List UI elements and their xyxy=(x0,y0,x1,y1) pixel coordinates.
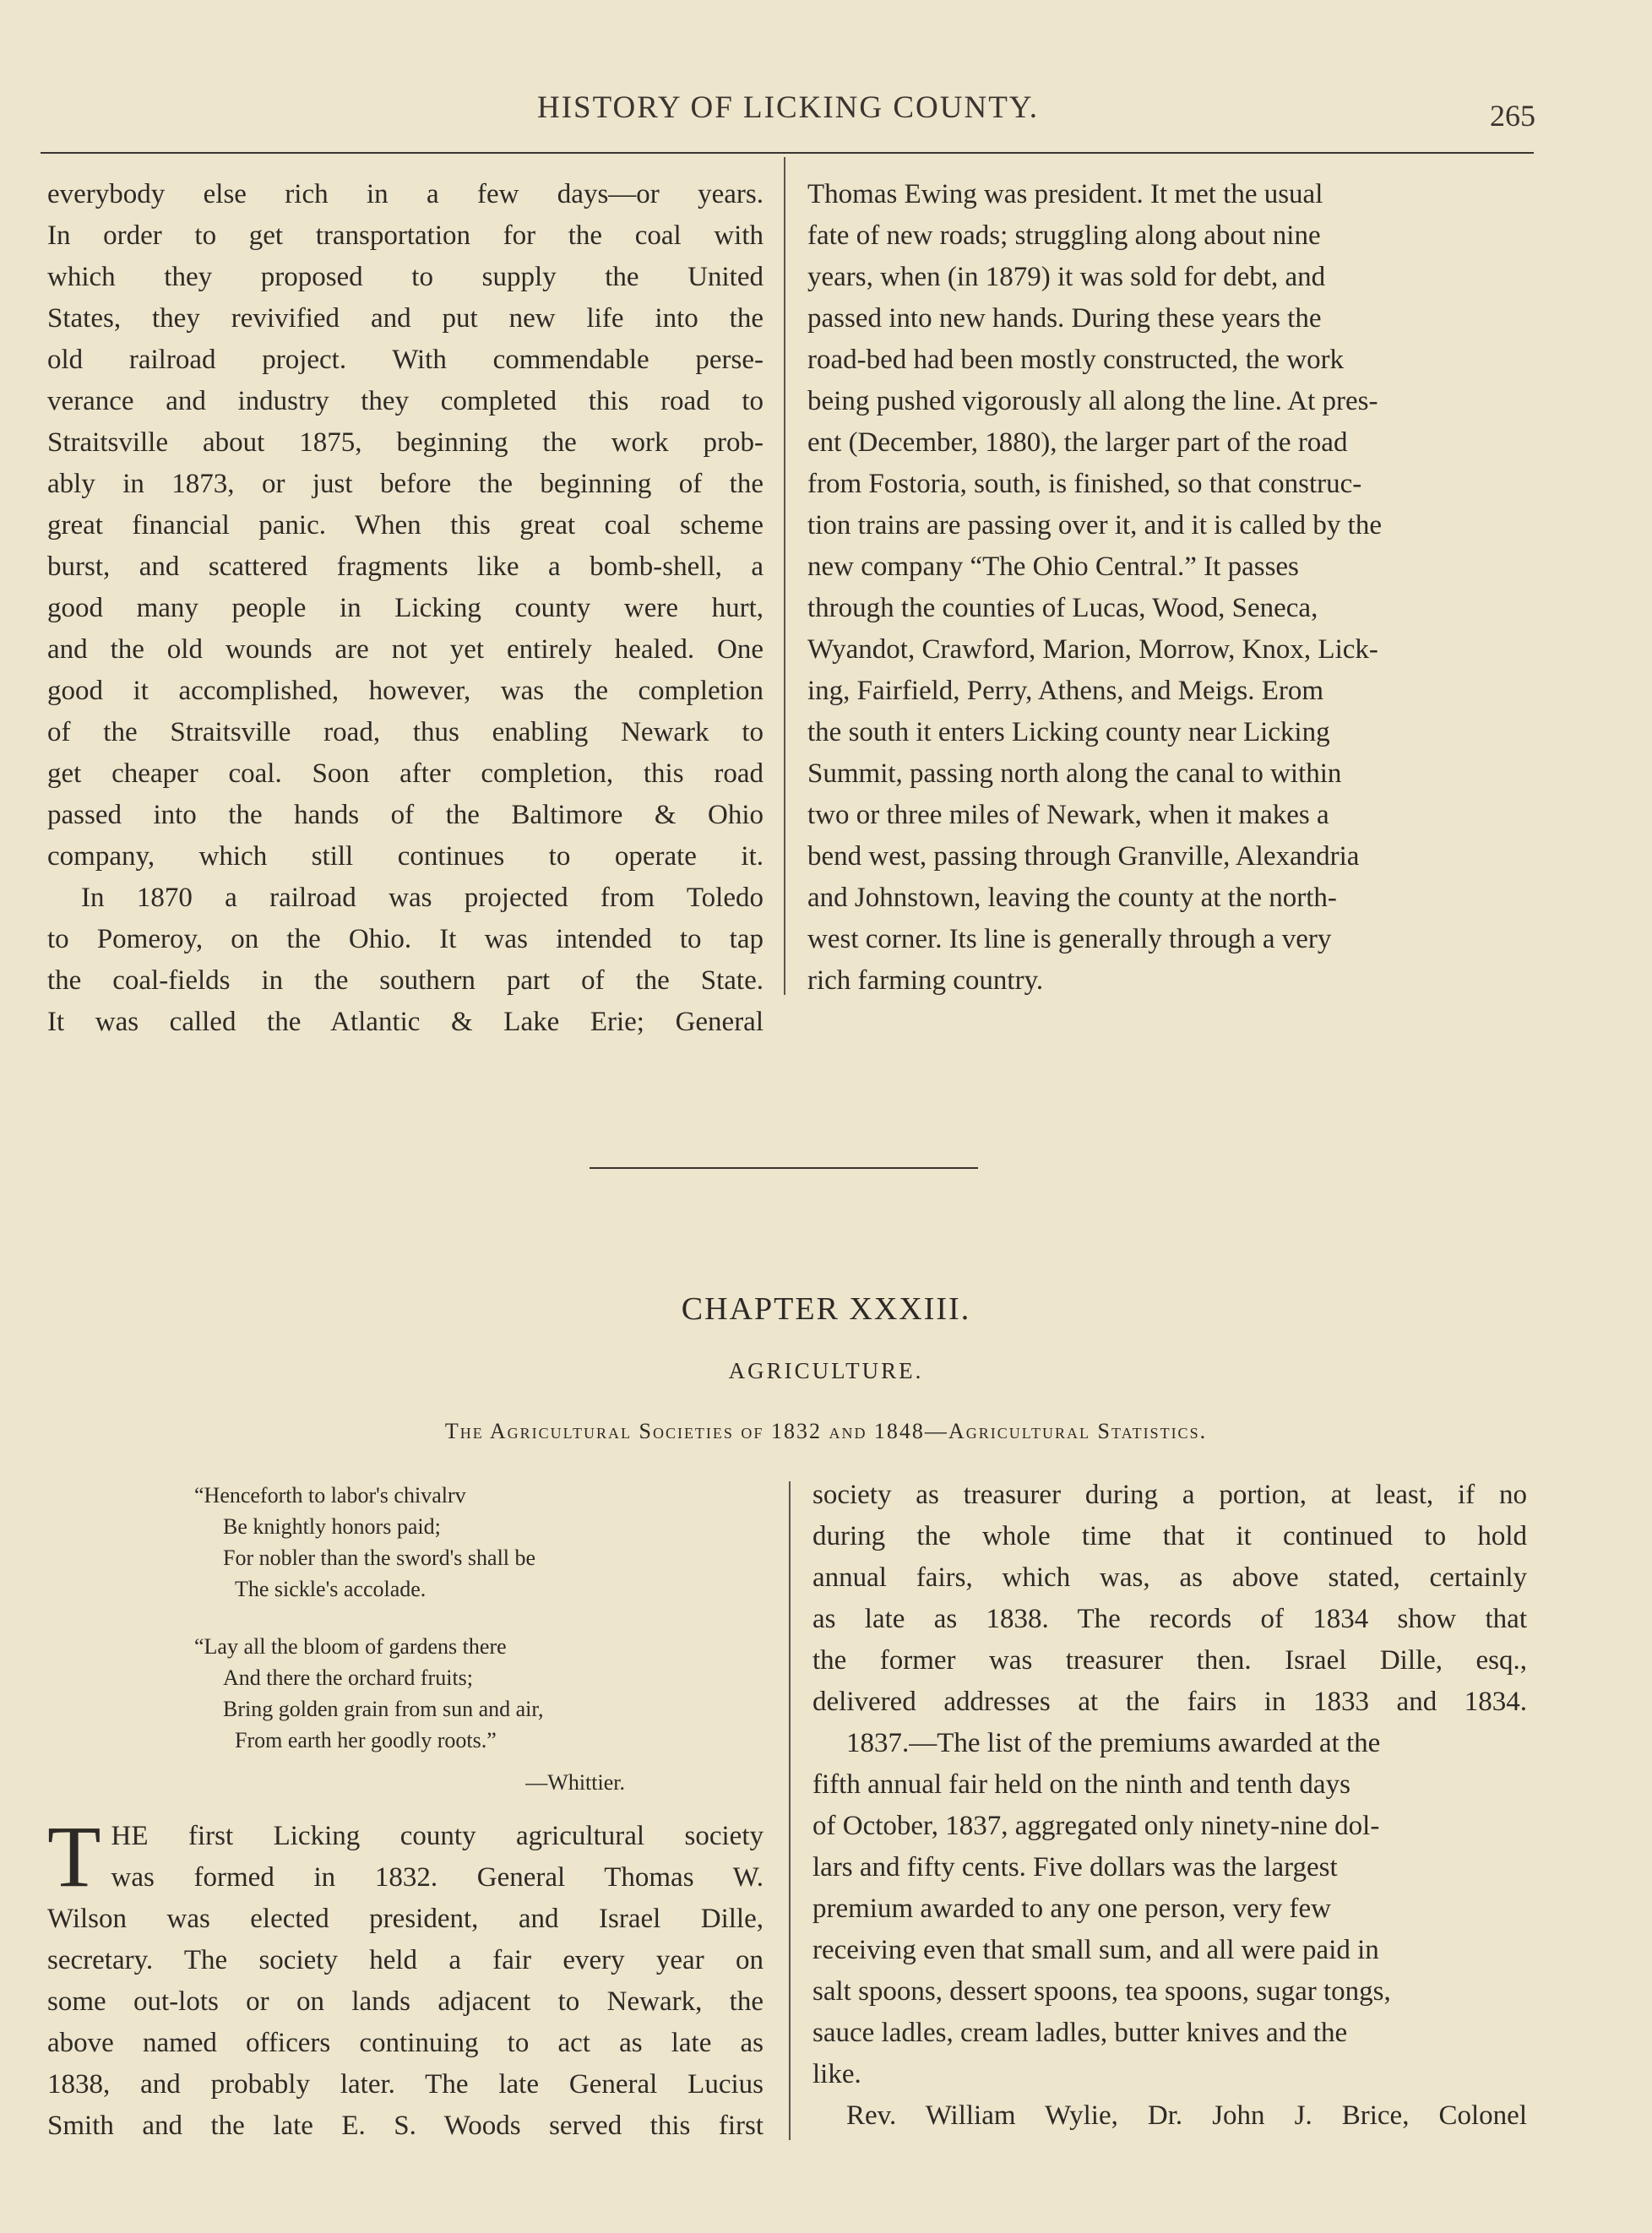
paragraph-treasurer xyxy=(812,1475,1527,1723)
text-line: like. xyxy=(812,2059,861,2089)
top-left-column xyxy=(47,174,764,1043)
text-line: good it accomplished, however, was the completion xyxy=(47,676,764,706)
page-number: 265 xyxy=(1490,99,1535,133)
text-line: through the counties of Lucas, Wood, Seneca, xyxy=(807,593,1318,623)
text-line: years, when (in 1879) it was sold for debt, and xyxy=(807,262,1326,292)
paragraph-toledo-railroad xyxy=(47,877,764,1043)
bottom-left-column xyxy=(47,1808,764,2147)
bottom-right-column xyxy=(812,1475,1527,2137)
text-line: the former was treasurer then. Israel Dille, esq., xyxy=(812,1645,1527,1676)
text-line: from Fostoria, south, is finished, so that construc- xyxy=(807,469,1362,499)
text-line: Thomas Ewing was president. It met the usual xyxy=(807,179,1323,209)
text-line: In 1870 a railroad was projected from Toledo xyxy=(81,883,764,913)
text-line: good many people in Licking county were hurt, xyxy=(47,593,764,623)
text-line: being pushed vigorously all along the line. At pres- xyxy=(807,386,1378,416)
running-title: HISTORY OF LICKING COUNTY. xyxy=(536,90,1040,125)
text-line: the coal-fields in the southern part of the State. xyxy=(47,965,764,996)
chapter-title: CHAPTER XXXIII. xyxy=(681,1291,971,1327)
poem-line: From earth her goodly roots.” xyxy=(235,1728,497,1752)
chapter-subtitle: AGRICULTURE. xyxy=(728,1358,924,1383)
text-line: passed into new hands. During these years the xyxy=(807,303,1322,334)
text-line: premium awarded to any one person, very few xyxy=(812,1893,1331,1924)
poem-stanza xyxy=(194,1480,633,1605)
text-line: above named officers continuing to act as late as xyxy=(47,2028,764,2058)
text-line: secretary. The society held a fair every year on xyxy=(47,1945,764,1975)
text-line: passed into the hands of the Baltimore & Ohio xyxy=(47,800,764,830)
text-line: It was called the Atlantic & Lake Erie; General xyxy=(47,1007,764,1037)
text-line: to Pomeroy, on the Ohio. It was intended to tap xyxy=(47,924,764,954)
text-line: Rev. William Wylie, Dr. John J. Brice, Colonel xyxy=(846,2100,1527,2131)
text-line: the south it enters Licking county near Licking xyxy=(807,717,1330,747)
chapter-synopsis: The Agricultural Societies of 1832 and 1848—Agricultural Statistics. xyxy=(444,1419,1208,1443)
column-divider xyxy=(784,157,785,995)
text-line: was formed in 1832. General Thomas W. xyxy=(111,1862,764,1893)
paragraph-ohio-central xyxy=(807,174,1527,1002)
text-line: great financial panic. When this great coal scheme xyxy=(47,510,764,541)
text-line: annual fairs, which was, as above stated, certainly xyxy=(812,1562,1527,1593)
text-line: Wilson was elected president, and Israel Dille, xyxy=(47,1904,764,1934)
text-line: ing, Fairfield, Perry, Athens, and Meigs. Erom xyxy=(807,676,1324,706)
poem-line: Bring golden grain from sun and air, xyxy=(223,1697,544,1721)
drop-cap: T xyxy=(47,1808,101,1905)
text-line: burst, and scattered fragments like a bomb-shell, a xyxy=(47,551,764,582)
text-line: salt spoons, dessert spoons, tea spoons, sugar tongs, xyxy=(812,1976,1391,2007)
text-line: lars and fifty cents. Five dollars was the largest xyxy=(812,1852,1338,1883)
text-line: 1837.—The list of the premiums awarded at the xyxy=(846,1728,1381,1758)
text-line: old railroad project. With commendable perse- xyxy=(47,345,764,375)
text-line: HE first Licking county agricultural society xyxy=(111,1821,764,1851)
poem-line: Be knightly honors paid; xyxy=(223,1514,441,1539)
text-line: receiving even that small sum, and all were paid in xyxy=(812,1935,1379,1965)
text-line: States, they revivified and put new life into the xyxy=(47,303,764,334)
poem-attribution: —Whittier. xyxy=(525,1770,625,1795)
text-line: west corner. Its line is generally through a very xyxy=(807,924,1332,954)
poem-line: “Henceforth to labor's chivalrv xyxy=(194,1483,466,1508)
paragraph-first-society xyxy=(47,1808,764,2147)
text-line: company, which still continues to operate it. xyxy=(47,841,764,872)
text-line: sauce ladles, cream ladles, butter knives and the xyxy=(812,2018,1348,2048)
text-line: fate of new roads; struggling along about nine xyxy=(807,220,1321,251)
text-line: some out-lots or on lands adjacent to Newark, the xyxy=(47,1986,764,2017)
text-line: Straitsville about 1875, beginning the work prob- xyxy=(47,427,764,458)
text-line: 1838, and probably later. The late General Lucius xyxy=(47,2069,764,2100)
text-line: new company “The Ohio Central.” It passes xyxy=(807,551,1299,582)
poem-line: “Lay all the bloom of gardens there xyxy=(194,1634,507,1659)
paragraph-coal-scheme xyxy=(47,174,764,877)
text-line: Wyandot, Crawford, Marion, Morrow, Knox, Lick- xyxy=(807,634,1378,665)
text-line: rich farming country. xyxy=(807,965,1044,996)
top-right-column xyxy=(807,174,1527,1002)
text-line: Smith and the late E. S. Woods served this first xyxy=(47,2111,764,2141)
text-line: and Johnstown, leaving the county at the north- xyxy=(807,883,1337,913)
epigraph-poem xyxy=(194,1480,633,1798)
page-header xyxy=(41,90,1535,140)
text-line: of October, 1837, aggregated only ninety-nine dol- xyxy=(812,1811,1380,1841)
paragraph-1837-premiums xyxy=(812,1723,1527,2095)
poem-stanza xyxy=(194,1631,633,1756)
text-line: ably in 1873, or just before the beginning of the xyxy=(47,469,764,499)
text-line: In order to get transportation for the coal with xyxy=(47,220,764,251)
text-line: bend west, passing through Granville, Alexandria xyxy=(807,841,1360,872)
text-line: of the Straitsville road, thus enabling Newark to xyxy=(47,717,764,747)
text-line: everybody else rich in a few days—or years. xyxy=(47,179,764,209)
text-line: get cheaper coal. Soon after completion, this road xyxy=(47,758,764,789)
paragraph-officers xyxy=(812,2095,1527,2137)
text-line: road-bed had been mostly constructed, the work xyxy=(807,345,1345,375)
text-line: during the whole time that it continued to hold xyxy=(812,1521,1527,1551)
text-line: which they proposed to supply the United xyxy=(47,262,764,292)
text-line: tion trains are passing over it, and it is called by the xyxy=(807,510,1382,541)
text-line: ent (December, 1880), the larger part of the road xyxy=(807,427,1348,458)
text-line: verance and industry they completed this road to xyxy=(47,386,764,416)
text-line: society as treasurer during a portion, at least, if no xyxy=(812,1480,1527,1510)
text-line: fifth annual fair held on the ninth and tenth days xyxy=(812,1769,1350,1800)
text-line: as late as 1838. The records of 1834 show that xyxy=(812,1604,1527,1634)
text-line: delivered addresses at the fairs in 1833 and 1834. xyxy=(812,1687,1527,1717)
text-line: and the old wounds are not yet entirely healed. One xyxy=(47,634,764,665)
text-line: two or three miles of Newark, when it makes a xyxy=(807,800,1329,830)
poem-line: And there the orchard fruits; xyxy=(223,1665,474,1690)
poem-line: The sickle's accolade. xyxy=(235,1577,427,1601)
text-line: Summit, passing north along the canal to within xyxy=(807,758,1342,789)
poem-line: For nobler than the sword's shall be xyxy=(223,1546,536,1570)
column-divider xyxy=(789,1481,791,2140)
header-rule xyxy=(41,152,1534,154)
section-divider-rule xyxy=(590,1167,978,1169)
